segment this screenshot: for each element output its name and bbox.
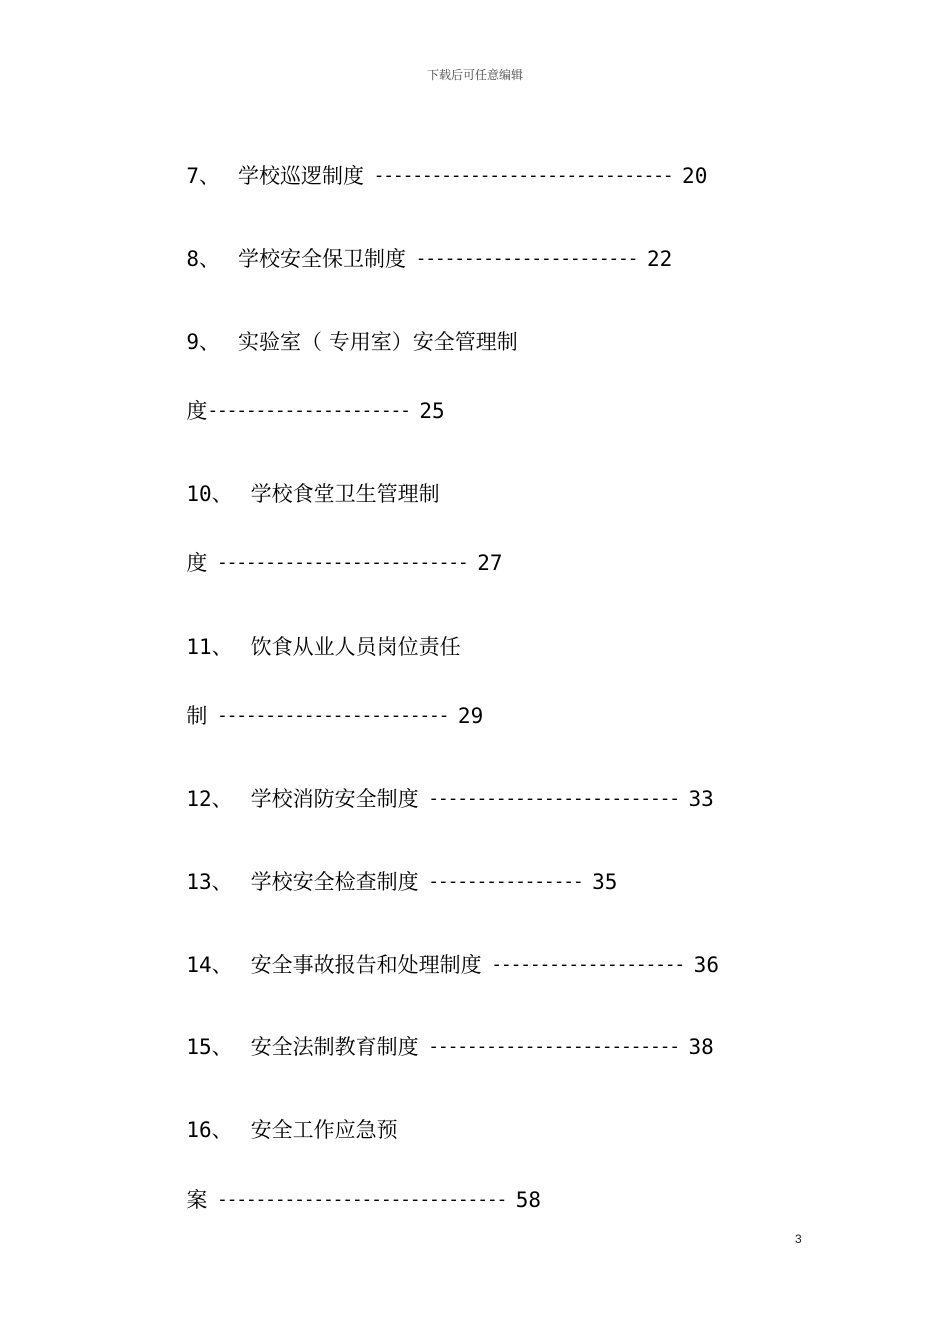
toc-entry-title: 饮食从业人员岗位责任 — [250, 635, 461, 659]
toc-entry[interactable] — [173, 843, 618, 894]
toc-entry-number: 9、 — [186, 330, 221, 354]
toc-entry-page: 29 — [457, 704, 484, 728]
toc-entry[interactable] — [173, 1008, 714, 1059]
toc-leader-dashes: -------------------------- — [207, 552, 478, 573]
toc-entry-page: 20 — [682, 164, 708, 188]
toc-entry-page: 35 — [592, 870, 618, 894]
toc-entry-title: 度 — [186, 399, 208, 423]
toc-entry[interactable] — [173, 303, 518, 354]
toc-entry-title: 案 — [186, 1188, 208, 1212]
toc-entry-title: 学校食堂卫生管理制 — [250, 482, 440, 506]
toc-leader-dashes: ------------------------ — [207, 705, 458, 726]
toc-entry[interactable] — [173, 220, 673, 271]
toc-leader-dashes: -------------------------- — [418, 1036, 689, 1057]
toc-entry-continuation[interactable] — [173, 372, 445, 423]
toc-entry-number: 10、 — [186, 482, 233, 506]
toc-entry-number: 8、 — [186, 247, 221, 271]
page-number: 3 — [795, 1232, 802, 1246]
toc-entry-page: 27 — [477, 551, 503, 575]
toc-entry-number: 11、 — [186, 635, 233, 659]
toc-leader-dashes: ------------------------------- — [364, 165, 683, 186]
toc-entry-title: 学校消防安全制度 — [250, 787, 419, 811]
toc-entry-number: 14、 — [186, 953, 233, 977]
toc-leader-dashes: -------------------------- — [418, 788, 689, 809]
toc-entry[interactable] — [173, 455, 440, 506]
toc-entry-number: 13、 — [186, 870, 233, 894]
toc-entry-number: 15、 — [186, 1035, 233, 1059]
toc-entry[interactable] — [173, 926, 719, 977]
toc-leader-dashes: --------------------- — [207, 400, 420, 421]
toc-entry-title: 安全法制教育制度 — [250, 1035, 419, 1059]
toc-entry[interactable] — [173, 760, 714, 811]
toc-entry-title: 实验室（ 专用室）安全管理制 — [238, 330, 518, 354]
toc-entry[interactable] — [173, 608, 461, 659]
toc-entry-title: 安全事故报告和处理制度 — [250, 953, 482, 977]
toc-leader-dashes: -------------------- — [481, 954, 694, 975]
toc-entry[interactable] — [173, 137, 708, 188]
toc-entry-page: 36 — [693, 953, 719, 977]
toc-entry[interactable] — [173, 1091, 398, 1142]
toc-entry-continuation[interactable] — [173, 524, 503, 575]
toc-entry-page: 33 — [688, 787, 714, 811]
toc-entry-page: 58 — [515, 1188, 542, 1212]
toc-entry-page: 22 — [646, 247, 673, 271]
toc-entry-title: 安全工作应急预 — [250, 1118, 398, 1142]
toc-entry-page: 38 — [688, 1035, 714, 1059]
toc-leader-dashes: ---------------- — [418, 871, 593, 892]
toc-entry-number: 12、 — [186, 787, 233, 811]
toc-entry-title: 学校安全检查制度 — [250, 870, 419, 894]
toc-entry-page: 25 — [419, 399, 445, 423]
toc-leader-dashes: ------------------------------ — [207, 1189, 516, 1210]
toc-entry-number: 16、 — [186, 1118, 233, 1142]
toc-entry-title: 制 — [186, 704, 208, 728]
toc-entry-title: 度 — [186, 551, 208, 575]
document-header: 下载后可任意编辑 — [426, 68, 523, 82]
toc-entry-continuation[interactable] — [173, 677, 484, 728]
toc-entry-title: 学校巡逻制度 — [238, 164, 365, 188]
toc-leader-dashes: ----------------------- — [406, 248, 647, 269]
toc-entry-number: 7、 — [186, 164, 221, 188]
toc-entry-title: 学校安全保卫制度 — [238, 247, 407, 271]
toc-entry-continuation[interactable] — [173, 1161, 542, 1212]
